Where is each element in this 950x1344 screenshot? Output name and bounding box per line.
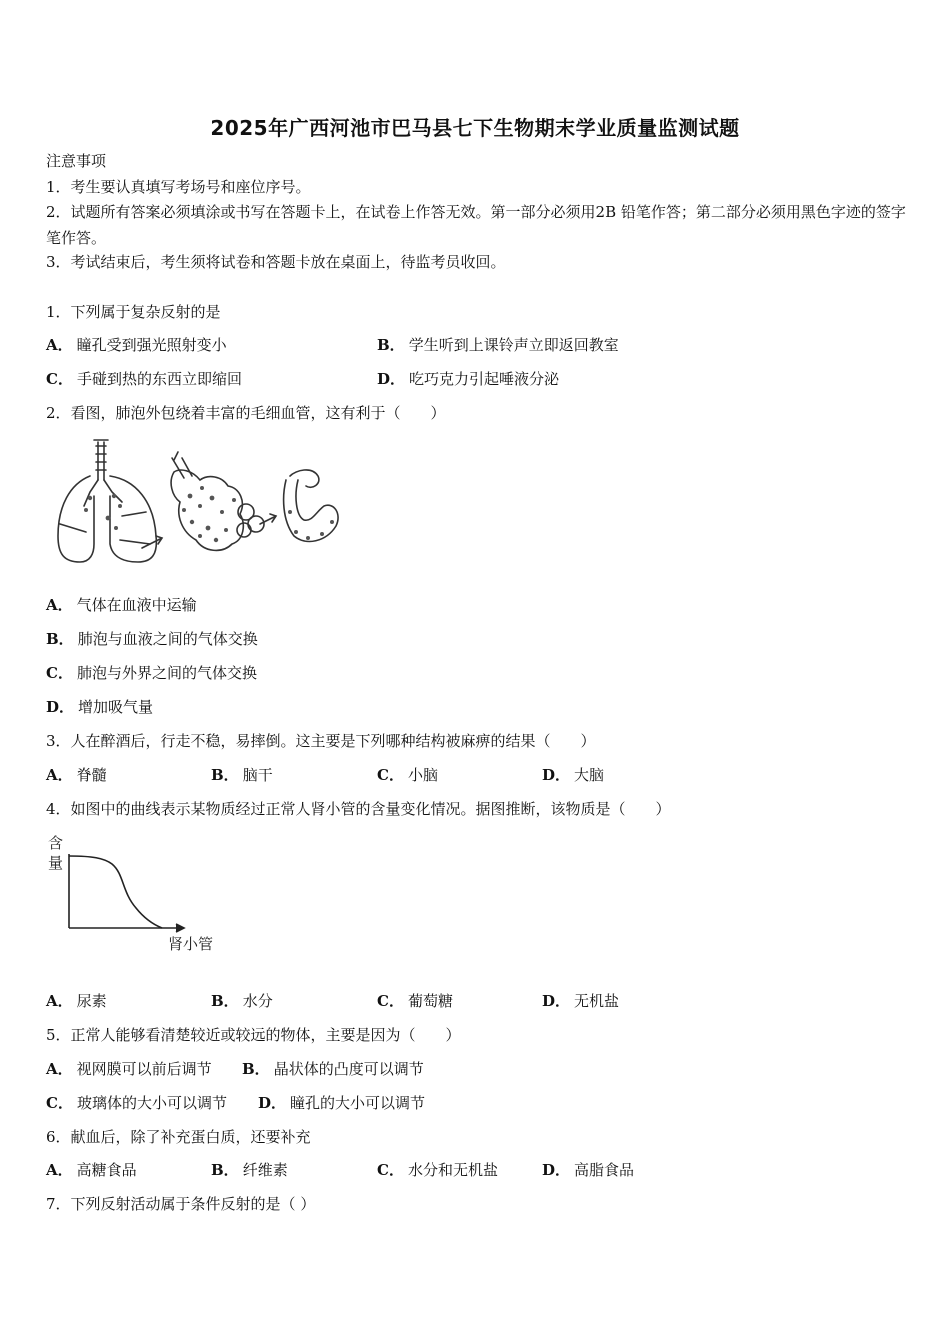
option-key: D． (542, 1161, 571, 1179)
notice-heading: 注意事项 (46, 152, 107, 170)
option-key: B． (377, 336, 405, 354)
content-curve (69, 856, 162, 928)
option (377, 765, 438, 785)
option-key: B． (211, 1161, 239, 1179)
option-text: 视网膜可以前后调节 (76, 1060, 212, 1078)
option (46, 629, 258, 649)
option-key: D． (46, 698, 75, 716)
option-text: 增加吸气量 (78, 698, 154, 716)
option-text: 大脑 (574, 766, 605, 784)
option (377, 369, 559, 389)
option (242, 1059, 424, 1079)
page-title: 2025年广西河池市巴马县七下生物期末学业质量监测试题 (210, 116, 740, 140)
notice-item: 3．考试结束后，考生须将试卷和答题卡放在桌面上，待监考员收回。 (46, 253, 506, 271)
option-text: 尿素 (76, 992, 107, 1010)
question-stem: 5．正常人能够看清楚较近或较远的物体，主要是因为（ ） (46, 1026, 461, 1044)
option (46, 991, 107, 1011)
option (542, 765, 604, 785)
y-axis-label-top: 含 (48, 835, 64, 852)
notice-item: 1．考生要认真填写考场号和座位序号。 (46, 178, 311, 196)
option (46, 697, 153, 717)
option-key: D． (377, 370, 406, 388)
option (542, 991, 619, 1011)
question-stem: 7．下列反射活动属于条件反射的是（ ） (46, 1195, 316, 1213)
option (377, 991, 453, 1011)
option-key: D． (258, 1094, 287, 1112)
notice-item: 2．试题所有答案必须填涂或书写在答题卡上，在试卷上作答无效。第一部分必须用2B 铅笔作答；第二部分必须用黑色字迹的签字笔作答。 (46, 203, 906, 247)
option-text: 晶状体的凸度可以调节 (273, 1060, 424, 1078)
option-text: 瞳孔受到强光照射变小 (76, 336, 227, 354)
option-key: C． (46, 370, 73, 388)
option-key: B． (46, 630, 74, 648)
option-key: C． (377, 766, 404, 784)
option-text: 气体在血液中运输 (76, 596, 197, 614)
option-text: 学生听到上课铃声立即返回教室 (408, 336, 619, 354)
option-text: 玻璃体的大小可以调节 (76, 1094, 227, 1112)
option-text: 瞳孔的大小可以调节 (290, 1094, 426, 1112)
option-key: C． (377, 992, 404, 1010)
option-key: A． (46, 1060, 73, 1078)
option (46, 595, 197, 615)
kidney-tubule-curve-figure (44, 830, 244, 960)
option-text: 高脂食品 (574, 1161, 635, 1179)
x-axis-arrow-icon (176, 924, 184, 932)
option (46, 1059, 212, 1079)
option-text: 纤维素 (242, 1161, 288, 1179)
question-stem: 1．下列属于复杂反射的是 (46, 303, 221, 321)
option-text: 高糖食品 (76, 1161, 137, 1179)
option-text: 水分 (242, 992, 273, 1010)
option-key: A． (46, 766, 73, 784)
option-text: 肺泡与外界之间的气体交换 (76, 664, 257, 682)
option-text: 肺泡与血液之间的气体交换 (77, 630, 258, 648)
option-key: A． (46, 992, 73, 1010)
option-text: 水分和无机盐 (407, 1161, 498, 1179)
option-key: C． (46, 1094, 73, 1112)
option (258, 1093, 425, 1113)
option (211, 991, 273, 1011)
option-text: 手碰到热的东西立即缩回 (76, 370, 242, 388)
option-key: D． (542, 766, 571, 784)
option-key: A． (46, 1161, 73, 1179)
option (542, 1160, 634, 1180)
option-text: 葡萄糖 (407, 992, 453, 1010)
option-text: 脑干 (242, 766, 273, 784)
question-stem: 2．看图，肺泡外包绕着丰富的毛细血管，这有利于（ ） (46, 404, 446, 422)
option-key: C． (377, 1161, 404, 1179)
option-text: 无机盐 (574, 992, 620, 1010)
y-axis-label-bottom: 量 (48, 855, 64, 872)
lung-alveoli-figure (50, 436, 350, 576)
option (46, 1160, 137, 1180)
option (46, 765, 107, 785)
option-text: 脊髓 (76, 766, 107, 784)
option (46, 1093, 227, 1113)
option (377, 335, 619, 355)
option-key: B． (211, 992, 239, 1010)
question-stem: 4．如图中的曲线表示某物质经过正常人肾小管的含量变化情况。据图推断，该物质是（ ） (46, 800, 671, 818)
option (211, 1160, 288, 1180)
option-key: D． (542, 992, 571, 1010)
option (46, 369, 242, 389)
option (377, 1160, 498, 1180)
option-text: 小脑 (407, 766, 438, 784)
option-key: B． (242, 1060, 270, 1078)
x-axis-label: 肾小管 (168, 936, 214, 953)
option (46, 335, 227, 355)
option (211, 765, 273, 785)
option (46, 663, 257, 683)
question-stem: 6．献血后，除了补充蛋白质，还要补充 (46, 1128, 311, 1146)
option-key: C． (46, 664, 73, 682)
question-stem: 3．人在醉酒后，行走不稳，易摔倒。这主要是下列哪种结构被麻痹的结果（ ） (46, 732, 596, 750)
option-key: B． (211, 766, 239, 784)
option-key: A． (46, 336, 73, 354)
option-text: 吃巧克力引起唾液分泌 (409, 370, 560, 388)
option-key: A． (46, 596, 73, 614)
